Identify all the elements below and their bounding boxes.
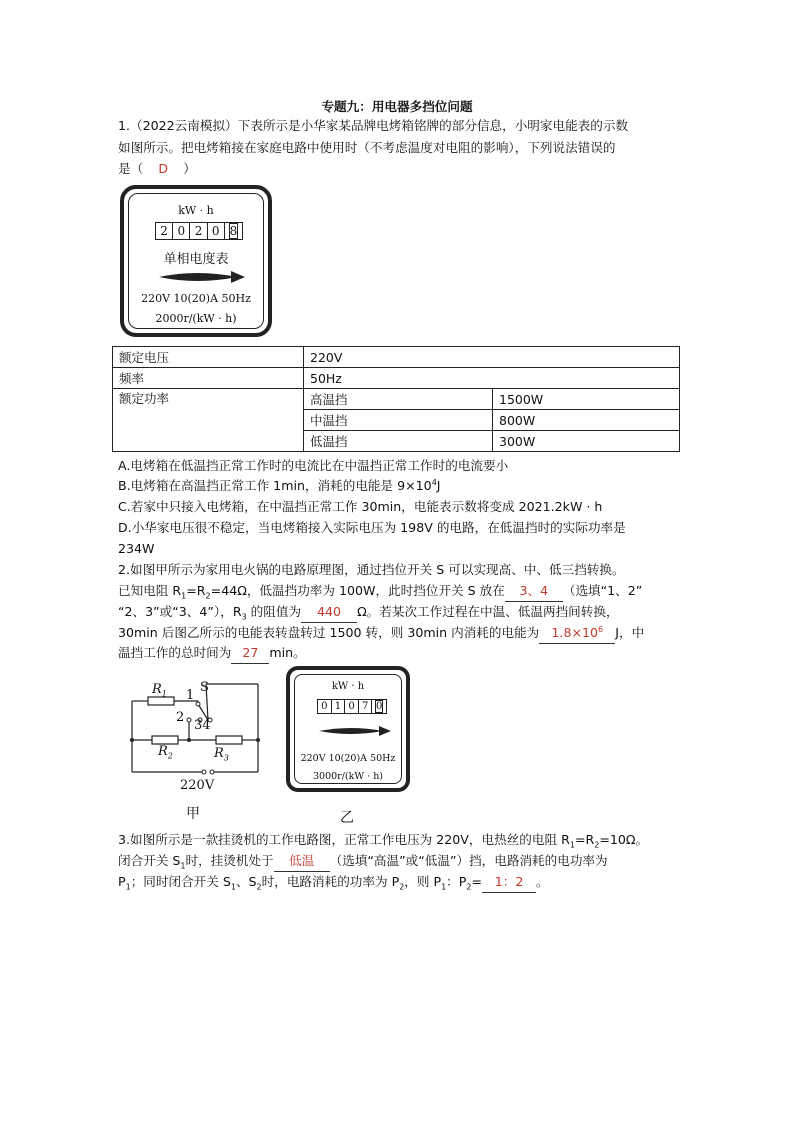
q2-stem-line5: 温挡工作的总时间为 27 min。 (118, 643, 306, 664)
energy-meter-1 (120, 185, 272, 337)
q3-stem-line2: 闭合开关 $S_1$时，挂烫机处于 低温 （选填“高温”或“低温”）挡，电路消耗的电功率为 (118, 853, 608, 871)
label-r3: $R_3$ (214, 746, 229, 763)
q1-option-b: B.电烤箱在高温挡正常工作 1min，消耗的电能是 $9\times 10^4J$ (118, 477, 441, 493)
q1-stem-line3: 是（ D ） (118, 159, 196, 179)
q2-answer-3: $1.8\times 10^6$ (539, 623, 615, 644)
label-point-2: 2 (176, 710, 185, 725)
meter1-rating: 220V 10(20)A 50Hz (141, 292, 251, 305)
meter2-unit: kW · h (331, 681, 365, 692)
label-r1: $R_1$ (152, 682, 167, 699)
meter2-rating: 220V 10(20)A 50Hz (300, 753, 396, 764)
q1-stem-line2: 如图所示。把电烤箱接在家庭电路中使用时（不考虑温度对电阻的影响），下列说法错误的 (118, 140, 616, 155)
meter1-digits: 2 0 2 0 8 (155, 222, 243, 240)
q1-option-d: D.小华家电压很不稳定，当电烤箱接入实际电压为 198V 的电路，在低温挡时的实际功率是 (118, 520, 626, 535)
q3-answer-1: 低温 (274, 851, 330, 872)
meter1-unit: kW · h (178, 204, 214, 217)
q3-stem-line1: 3.如图所示是一款挂烫机的工作电路图，正常工作电压为 220V，电热丝的电阻 $R_1=R_2=10\Omega$。 (118, 832, 649, 850)
q1-answer: D (158, 161, 169, 176)
table-row: 低温挡 300W (113, 431, 680, 452)
q2-stem-line1: 2.如图甲所示为家用电火锅的电路原理图，通过挡位开关 S 可以实现高、中、低三挡转换。 (118, 562, 625, 577)
q2-answer-1: 3、4 (505, 581, 563, 602)
label-r2: $R_2$ (158, 744, 173, 761)
q1-stem-line1: 1.（2022云南模拟）下表所示是小华家某品牌电烤箱铭牌的部分信息，小明家电能表的示数 (118, 118, 629, 133)
q2-stem-line3: “2、3”或“3、4”），$R_3$ 的阻值为 440 Ω。若某次工作过程在中温、低温两挡间转换， (118, 604, 619, 622)
table-row: 额定电压 220V (113, 347, 680, 368)
q2-answer-2: 440 (301, 602, 357, 623)
meter2-disc-arrow-icon (317, 723, 393, 739)
q3-stem-line3: $P_1$；同时闭合开关 $S_1$、$S_2$时，电路消耗的功率为 $P_2$，则 $P_1$：$P_2= 1$：2 。 (118, 874, 549, 892)
meter1-name: 单相电度表 (163, 252, 229, 267)
label-points-3-4: 34 (194, 718, 211, 733)
label-switch-s: S (200, 680, 209, 695)
q2-stem-line2: 已知电阻 $R_1=R_2=44\Omega$，低温挡功率为 100W，此时挡位开关 S 放在 3、4 （选填“1、2” (118, 583, 643, 601)
label-220v: 220V (180, 778, 215, 793)
q2-stem-line4: 30min 后图乙所示的电能表转盘转过 1500 转，则 30min 内消耗的电能为 $1.8\times 10^6$ J，中 (118, 623, 644, 644)
table-row: 额定功率 高温挡 1500W (113, 389, 680, 410)
caption-yi: 乙 (340, 810, 354, 826)
q1-option-c: C.若家中只接入电烤箱，在中温挡正常工作 30min，电能表示数将变成 2021.2kW · h (118, 499, 603, 514)
meter1-disc-arrow-icon (157, 267, 247, 287)
table-row: 频率 50Hz (113, 368, 680, 389)
label-point-1: 1 (186, 688, 195, 703)
q2-answer-4: 27 (231, 643, 269, 664)
q1-option-d-cont: 234W (118, 541, 155, 556)
caption-jia: 甲 (186, 806, 200, 822)
meter1-constant: 2000r/(kW · h) (155, 312, 237, 325)
q3-answer-2: 1：2 (482, 872, 536, 893)
spec-table (112, 346, 680, 452)
page-title: 专题九：用电器多挡位问题 (321, 99, 473, 114)
q1-option-a: A.电烤箱在低温挡正常工作时的电流比在中温挡正常工作时的电流要小 (118, 458, 509, 473)
table-row: 中温挡 800W (113, 410, 680, 431)
meter2-digits: 0 1 0 7 0 (317, 699, 387, 714)
meter2-constant: 3000r/(kW · h) (312, 771, 384, 782)
energy-meter-2 (286, 666, 410, 792)
